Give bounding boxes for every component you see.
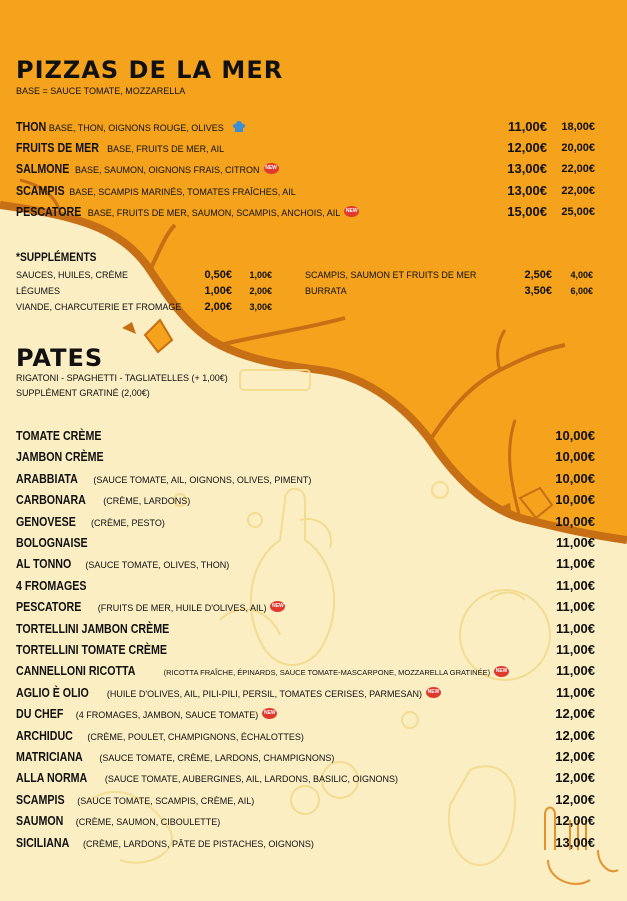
pasta-name: TOMATE CRÈME xyxy=(16,428,102,443)
pates-gratin-supplement: SUPPLÉMENT GRATINÉ (2,00€) xyxy=(16,388,150,398)
pasta-row xyxy=(16,747,334,767)
pasta-row xyxy=(16,554,229,574)
pasta-name: ARABBIATA xyxy=(16,470,78,486)
pasta-name: AGLIO È OLIO xyxy=(16,684,89,700)
pasta-row xyxy=(16,576,102,596)
pizza-desc: BASE, FRUITS DE MER, SAUMON, SCAMPIS, ANCHOIS, AIL xyxy=(87,208,341,218)
pasta-row xyxy=(16,640,200,660)
pizza-price-small: 13,00€ xyxy=(507,183,547,198)
pasta-desc: (SAUCE TOMATE, OLIVES, THON) xyxy=(85,560,230,571)
pasta-desc: (RICOTTA FRAÎCHE, ÉPINARDS, SAUCE TOMATE-MASCARPONE, MOZZARELLA GRATINÉE) xyxy=(163,668,491,678)
pasta-row xyxy=(16,533,103,553)
supplement-price-large: 3,00€ xyxy=(249,302,272,312)
pasta-desc: (SAUCE TOMATE, CRÈME, LARDONS, CHAMPIGNONS) xyxy=(99,753,335,763)
pasta-name: TORTELLINI JAMBON CRÈME xyxy=(16,620,170,636)
new-badge: NEW xyxy=(262,708,277,719)
supplement-price-large: 2,00€ xyxy=(249,286,272,296)
pasta-name: SAUMON xyxy=(16,813,64,829)
new-badge: NEW xyxy=(344,206,359,217)
pasta-row xyxy=(16,811,220,831)
pasta-price: 11,00€ xyxy=(555,620,595,636)
supplement-price-small: 3,50€ xyxy=(524,285,552,297)
pasta-desc: (SAUCE TOMATE, SCAMPIS, CRÈME, AIL) xyxy=(77,795,255,806)
pizza-name: PESCATORE xyxy=(16,204,82,219)
pasta-price: 10,00€ xyxy=(555,492,595,508)
supplement-price-small: 1,00€ xyxy=(204,285,232,297)
new-badge: NEW xyxy=(494,666,509,677)
pizza-row xyxy=(16,138,224,158)
pasta-price: 11,00€ xyxy=(555,577,595,593)
pizza-desc: BASE, FRUITS DE MER, AIL xyxy=(107,144,225,154)
pizza-name: SCAMPIS xyxy=(16,183,65,198)
pasta-name: ARCHIDUC xyxy=(16,727,73,743)
pasta-price: 10,00€ xyxy=(555,449,595,465)
pasta-desc: (CRÈME, SAUMON, CIBOULETTE) xyxy=(75,817,221,828)
supplement-label: LÉGUMES xyxy=(16,286,61,296)
pasta-name: MATRICIANA xyxy=(16,749,83,764)
supplement-label: SAUCES, HUILES, CRÈME xyxy=(16,270,129,280)
new-badge: NEW xyxy=(264,163,279,174)
pizza-name: SALMONE xyxy=(16,161,70,176)
pizzas-title: PIZZAS DE LA MER xyxy=(16,56,284,84)
pasta-desc: (SAUCE TOMATE, AUBERGINES, AIL, LARDONS, BASILIC, OIGNONS) xyxy=(104,774,398,785)
pasta-desc: (FRUITS DE MER, HUILE D'OLIVES, AIL) xyxy=(97,603,267,614)
pasta-name: GENOVESE xyxy=(16,513,76,529)
pasta-price: 12,00€ xyxy=(555,749,595,764)
pasta-desc: (CRÈME, LARDONS) xyxy=(103,496,191,507)
pasta-row xyxy=(16,683,441,703)
pizza-price-large: 25,00€ xyxy=(561,206,595,218)
pasta-row xyxy=(16,704,277,724)
pasta-name: CANNELLONI RICOTTA xyxy=(16,663,136,679)
supplement-price-small: 2,50€ xyxy=(524,269,552,281)
pizza-price-large: 20,00€ xyxy=(561,142,595,154)
pasta-row xyxy=(16,512,165,532)
supplement-label: SCAMPIS, SAUMON ET FRUITS DE MER xyxy=(305,270,477,280)
pasta-desc: (CRÈME, POULET, CHAMPIGNONS, ÉCHALOTTES) xyxy=(87,731,304,742)
pasta-price: 12,00€ xyxy=(555,770,595,786)
pizza-price-small: 13,00€ xyxy=(507,161,547,176)
pasta-row xyxy=(16,469,311,489)
pasta-row xyxy=(16,490,190,510)
pates-title: PATES xyxy=(16,344,104,372)
pasta-desc: (HUILE D'OLIVES, AIL, PILI-PILI, PERSIL, TOMATES CERISES, PARMESAN) xyxy=(106,688,422,699)
pates-pasta-types: RIGATONI - SPAGHETTI - TAGLIATELLES (+ 1,00€) xyxy=(16,373,228,383)
pasta-price: 10,00€ xyxy=(555,470,595,486)
supplement-price-small: 0,50€ xyxy=(204,269,232,281)
supplements-title: *SUPPLÉMENTS xyxy=(16,250,97,264)
pizza-price-large: 18,00€ xyxy=(561,121,595,133)
pasta-price: 10,00€ xyxy=(555,513,595,529)
pasta-name: ALLA NORMA xyxy=(16,770,88,786)
pizza-row xyxy=(16,202,359,222)
pasta-price: 10,00€ xyxy=(555,428,595,443)
pasta-price: 11,00€ xyxy=(555,642,595,657)
pasta-price: 11,00€ xyxy=(555,663,595,679)
pizza-price-small: 15,00€ xyxy=(507,204,547,219)
pasta-desc: (CRÈME, LARDONS, PÂTE DE PISTACHES, OIGNONS) xyxy=(83,838,314,849)
pasta-price: 12,00€ xyxy=(555,706,595,722)
new-badge: NEW xyxy=(270,601,285,612)
pasta-price: 13,00€ xyxy=(555,834,595,850)
pasta-name: SCAMPIS xyxy=(16,791,65,807)
pasta-price: 12,00€ xyxy=(555,813,595,829)
pasta-desc: (CRÈME, PESTO) xyxy=(90,517,165,528)
pizza-price-large: 22,00€ xyxy=(561,185,595,197)
pizza-name: FRUITS DE MER xyxy=(16,140,99,155)
pasta-price: 11,00€ xyxy=(555,556,595,572)
pasta-name: CARBONARA xyxy=(16,492,86,508)
pasta-row xyxy=(16,768,398,788)
pasta-name: JAMBON CRÈME xyxy=(16,449,104,465)
pasta-row xyxy=(16,661,509,681)
supplement-label: VIANDE, CHARCUTERIE ET FROMAGE xyxy=(16,302,182,312)
pizza-desc: BASE, THON, OIGNONS ROUGE, OLIVES xyxy=(48,123,224,133)
pasta-name: DU CHEF xyxy=(16,706,64,722)
pasta-price: 12,00€ xyxy=(555,791,595,807)
new-badge: NEW xyxy=(426,687,441,698)
pizza-price-small: 12,00€ xyxy=(507,140,547,155)
pasta-name: TORTELLINI TOMATE CRÈME xyxy=(16,642,168,657)
pasta-name: BOLOGNAISE xyxy=(16,535,88,550)
pasta-desc: (SAUCE TOMATE, AIL, OIGNONS, OLIVES, PIMENT) xyxy=(93,474,312,485)
pizza-row xyxy=(16,159,279,179)
chef-hat-icon xyxy=(232,120,246,134)
pasta-row xyxy=(16,790,254,810)
pizza-price-small: 11,00€ xyxy=(507,119,547,134)
pizza-row xyxy=(16,181,296,201)
supplement-price-small: 2,00€ xyxy=(204,301,232,313)
pizzas-base: BASE = SAUCE TOMATE, MOZZARELLA xyxy=(16,86,186,96)
pizza-desc: BASE, SAUMON, OIGNONS FRAIS, CITRON xyxy=(75,165,260,175)
pizza-price-large: 22,00€ xyxy=(561,163,595,175)
pasta-row xyxy=(16,447,123,467)
supplement-label: BURRATA xyxy=(305,286,347,296)
pasta-name: 4 FROMAGES xyxy=(16,577,87,593)
pasta-name: PESCATORE xyxy=(16,599,82,615)
pizza-row xyxy=(16,117,246,137)
pasta-name: SICILIANA xyxy=(16,834,70,850)
pasta-desc: (4 FROMAGES, JAMBON, SAUCE TOMATE) xyxy=(75,710,259,721)
pasta-row xyxy=(16,833,314,853)
pasta-price: 11,00€ xyxy=(555,599,595,615)
pasta-row xyxy=(16,619,203,639)
pasta-price: 11,00€ xyxy=(555,535,595,550)
pasta-row xyxy=(16,726,304,746)
pizza-desc: BASE, SCAMPIS MARINÉS, TOMATES FRAÎCHES, AIL xyxy=(69,187,296,197)
supplement-price-large: 4,00€ xyxy=(570,270,593,280)
pasta-price: 12,00€ xyxy=(555,727,595,743)
supplement-price-large: 1,00€ xyxy=(249,270,272,280)
supplement-price-large: 6,00€ xyxy=(570,286,593,296)
pasta-price: 11,00€ xyxy=(555,684,595,700)
pasta-row xyxy=(16,597,285,617)
pizza-name: THON xyxy=(16,119,47,134)
pasta-name: AL TONNO xyxy=(16,556,72,572)
pasta-row xyxy=(16,426,120,446)
